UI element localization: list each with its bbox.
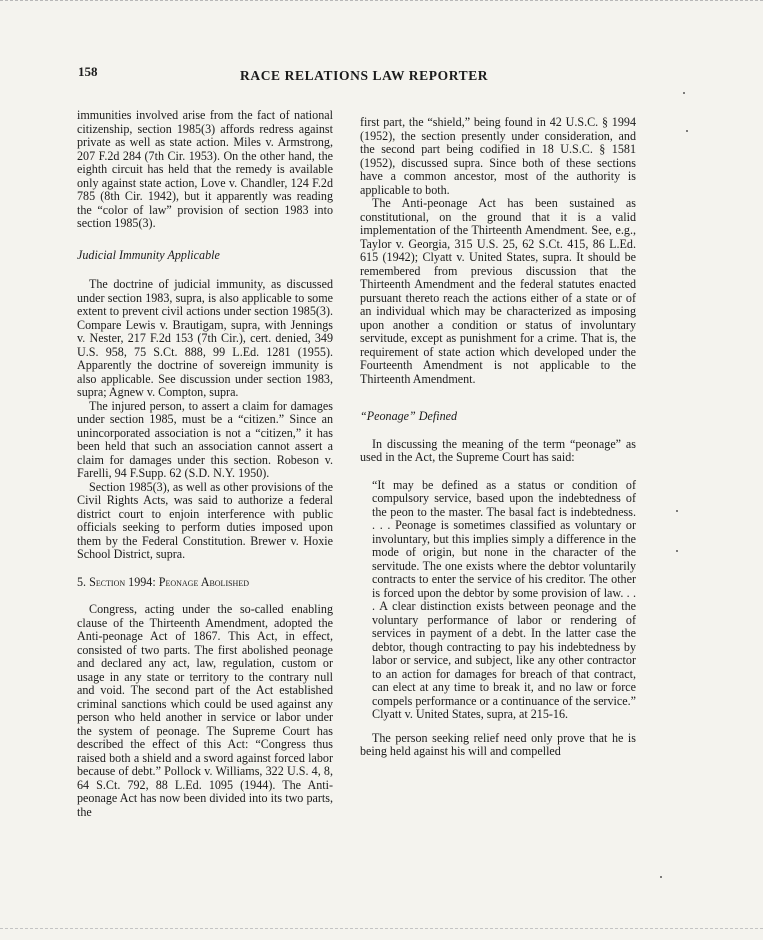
bottom-edge-dashes bbox=[0, 928, 763, 935]
scan-speck bbox=[683, 92, 685, 94]
right-column bbox=[360, 116, 636, 759]
left-paragraph-3: The injured person, to assert a claim for damages under section 1985, must be a “citizen.” Since an unincorporated association is not a “citizen,” it has been held that such an association cannot assert a claim for damages under this section. Robeson v. Farelli, 94 F.Supp. 62 (S.D. N.Y. 1950). bbox=[77, 398, 333, 480]
right-paragraph-1: first part, the “shield,” being found in 42 U.S.C. § 1994 (1952), the section presently under consideration, and the second part being codified in 18 U.S.C. § 1581 (1952), discussed supra. Since both of these sections have a common ancestor, most of the authority is applicable to both. bbox=[360, 115, 636, 197]
left-paragraph-1: immunities involved arise from the fact of national citizenship, section 1985(3) affords redress against private as well as state action. Miles v. Armstrong, 207 F.2d 284 (7th Cir. 1953). On the other hand, the eighth circuit has held that the remedy is available only against state action, Love v. Chandler, 124 F.2d 785 (8th Cir. 1942), but it apparently was reading the “color of law” provision of section 1983 into section 1985(3). bbox=[77, 108, 333, 230]
right-paragraph-4: The person seeking relief need only prove that he is being held against his will and compelled bbox=[360, 730, 636, 758]
right-paragraph-2: The Anti-peonage Act has been sustained as constitutional, on the ground that it is a valid implementation of the Thirteenth Amendment. See, e.g., Taylor v. Georgia, 315 U.S. 25, 62 S.Ct. 415, 86 L.Ed. 615 (1942); Clyatt v. United States, supra. It should be remembered from previous discussion that the Thirteenth Amendment and the federal statutes enacted pursuant thereto reach the actions either of a state or of an individual which may be characterized as imposing upon another a condition or status of involuntary servitude, except as punishment for a crime. That is, the requirement of state action which developed under the Fourteenth Amendment is not applicable to the Thirteenth Amendment. bbox=[360, 196, 636, 386]
block-quote: “It may be defined as a status or condition of compulsory service, based upon the indebtedness of the peon to the master. The basal fact is indebtedness. . . . Peonage is sometimes classified as voluntary or involuntary, but this implies simply a difference in the mode of origin, but none in the character of the servitude. The one exists where the debtor voluntarily contracts to enter the service of his creditor. The other is forced upon the debtor by some provision of law. . . . A clear distinction exists between peonage and the voluntary performance of labor or rendering of services in payment of a debt. In the latter case the debtor, though contracting to pay his indebtedness by labor or service, and subject, like any other contractor to an action for damages for breach of that contract, can elect at any time to break it, and no law or force compels performance or a continuance of the service.” Clyatt v. United States, supra, at 215-16. bbox=[372, 477, 636, 721]
top-edge-dashes bbox=[0, 0, 763, 7]
left-paragraph-4: Section 1985(3), as well as other provisions of the Civil Rights Acts, was said to authorize a federal district court to enjoin interference with public officials seeking to perform duties imposed upon them by the Federal Constitution. Brewer v. Hoxie School District, supra. bbox=[77, 479, 333, 561]
right-paragraph-3: In discussing the meaning of the term “peonage” as used in the Act, the Supreme Court has said: bbox=[360, 436, 636, 464]
scan-speck bbox=[686, 130, 688, 132]
left-column bbox=[77, 109, 333, 819]
scan-speck bbox=[676, 510, 678, 512]
scan-speck bbox=[660, 876, 662, 878]
heading-peonage-defined: “Peonage” Defined bbox=[360, 409, 458, 423]
scan-speck bbox=[676, 550, 678, 552]
left-paragraph-5: Congress, acting under the so-called enabling clause of the Thirteenth Amendment, adopted the Anti-peonage Act of 1867. This Act, in effect, consisted of two parts. The first abolished peonage and declared any act, law, regulation, custom or usage in any state or territory to the contrary null and void. The second part of the Act established criminal sanctions which could be used against any person who held another in service or labor under the system of peonage. The Supreme Court has described the effect of this Act: “Congress thus raised both a shield and a sword against forced labor because of debt.” Pollock v. Williams, 322 U.S. 4, 8, 64 S.Ct. 792, 88 L.Ed. 1095 (1944). The Anti-peonage Act has now been divided into its two parts, the bbox=[77, 602, 333, 819]
heading-judicial-immunity: Judicial Immunity Applicable bbox=[77, 247, 220, 262]
left-paragraph-2: The doctrine of judicial immunity, as discussed under section 1983, supra, is also applicable to some extent to prevent civil actions under section 1985(3). Compare Lewis v. Brautigam, supra, with Jennings v. Nester, 217 F.2d 153 (7th Cir.), cert. denied, 349 U.S. 958, 75 S.Ct. 888, 99 L.Ed. 1281 (1955). Apparently the doctrine of sovereign immunity is also applicable. See discussion under section 1983, supra; Agnew v. Compton, supra. bbox=[77, 277, 333, 399]
heading-section-1994: 5. Section 1994: Peonage Abolished bbox=[77, 574, 249, 589]
page-number: 158 bbox=[78, 64, 98, 79]
running-head: RACE RELATIONS LAW REPORTER bbox=[240, 68, 489, 83]
